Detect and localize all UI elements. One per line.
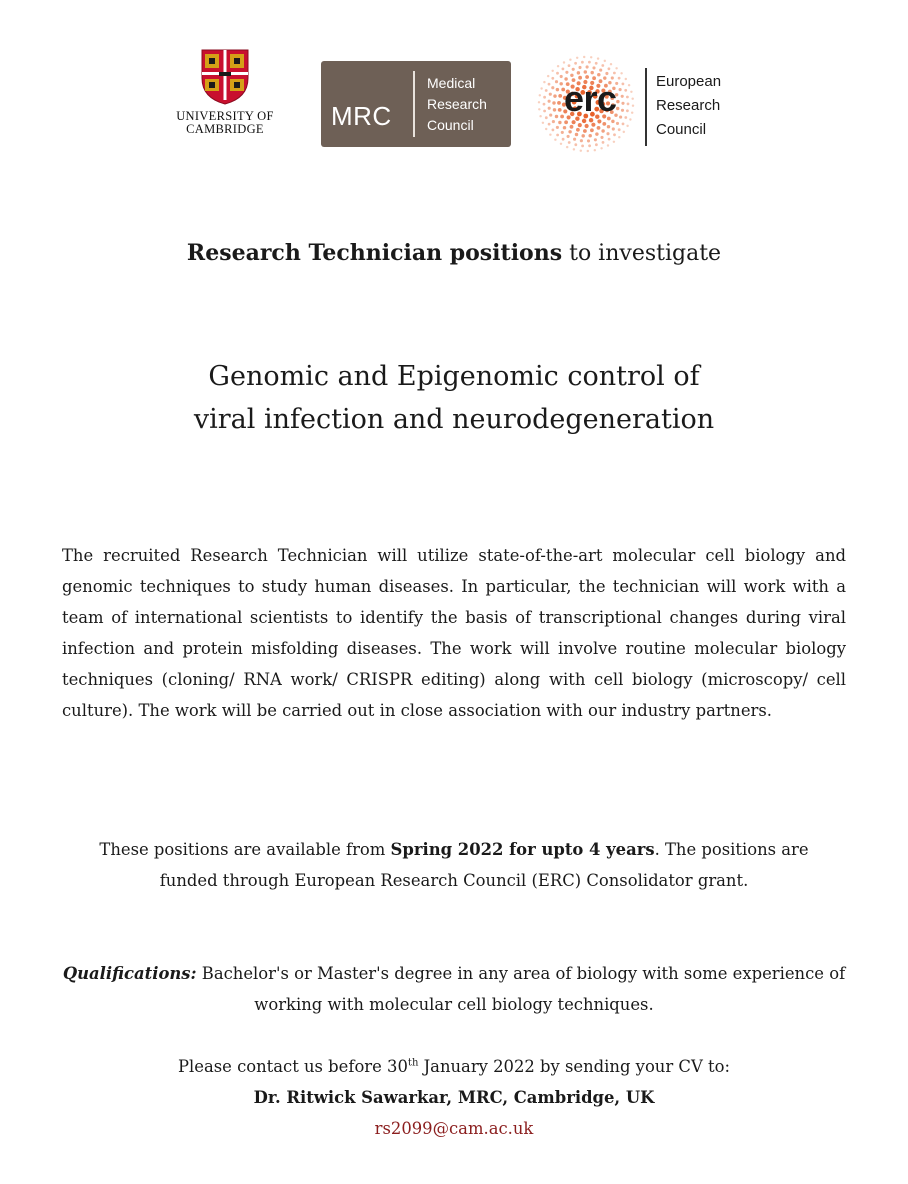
erc-dot (595, 62, 598, 65)
erc-dot (577, 71, 580, 74)
erc-dot (629, 118, 631, 120)
title-line2: viral infection and neurodegeneration (193, 404, 715, 435)
erc-dot (595, 132, 598, 135)
erc-dot (600, 147, 602, 149)
erc-dot (557, 101, 561, 105)
erc-dot (590, 71, 593, 74)
contact-email-link[interactable]: rs2099@cam.ac.uk (374, 1119, 534, 1138)
erc-dot (552, 101, 555, 104)
erc-dot (581, 145, 584, 148)
erc-dot (540, 87, 542, 89)
erc-dot (549, 133, 551, 135)
erc-dot (547, 75, 549, 77)
erc-dot (539, 115, 541, 117)
erc-dot (581, 134, 584, 137)
erc-dot (626, 96, 629, 99)
erc-dot (626, 109, 629, 112)
erc-dot (613, 141, 615, 143)
cambridge-line1: UNIVERSITY OF (176, 109, 274, 123)
erc-dot (608, 67, 611, 70)
erc-dot (621, 95, 624, 98)
erc-dot (564, 120, 568, 124)
availability-paragraph (74, 834, 834, 896)
erc-dot (567, 135, 570, 138)
availability-prefix: These positions are available from (99, 840, 391, 859)
erc-dot (611, 120, 614, 123)
erc-dot (542, 122, 544, 124)
qualifications-text: Bachelor's or Master's degree in any area of biology with some experience of working with molecular cell biology techniques. (196, 964, 846, 1014)
erc-dot (588, 134, 591, 137)
contact-prefix: Please contact us before 30 (178, 1057, 408, 1076)
erc-dot (573, 148, 575, 150)
cambridge-logo (170, 48, 280, 136)
erc-dot (543, 110, 546, 113)
erc-name-line: Council (656, 121, 707, 138)
cambridge-line2: CAMBRIDGE (186, 122, 264, 136)
erc-dot (602, 122, 606, 126)
erc-dot (618, 77, 621, 80)
mrc-name-line: Medical (427, 75, 476, 91)
erc-dot (625, 78, 627, 80)
erc-dot (585, 124, 589, 128)
headline-bold: Research Technician positions (186, 240, 563, 266)
erc-dot (570, 125, 574, 129)
erc-dot (602, 141, 605, 144)
erc-dot (626, 125, 628, 127)
erc-dot (563, 126, 566, 129)
erc-dot (587, 150, 589, 152)
erc-dot (560, 143, 562, 145)
erc-dot (573, 138, 576, 141)
erc-dot (612, 127, 615, 130)
erc-dot (619, 116, 622, 119)
erc-dot (568, 130, 571, 133)
erc-dot (562, 138, 565, 141)
erc-dot (615, 67, 617, 69)
erc-dot (553, 108, 556, 111)
erc-dot (580, 149, 582, 151)
qualifications-paragraph (60, 958, 848, 1020)
erc-name-line: Research (656, 97, 721, 114)
erc-dot (574, 62, 577, 65)
contact-section (0, 1051, 908, 1144)
erc-dot (559, 82, 562, 85)
erc-dot (556, 88, 559, 91)
erc-dot (607, 144, 609, 146)
erc-dot (576, 57, 578, 59)
erc-dot (545, 89, 548, 92)
erc-dot (561, 131, 564, 134)
erc-dot (619, 88, 622, 91)
erc-dot (588, 61, 591, 64)
erc-dot (556, 126, 559, 129)
erc-dot (552, 120, 555, 123)
erc-dot (563, 61, 565, 63)
erc-dot (597, 126, 601, 130)
headline (0, 240, 908, 266)
erc-dot (607, 125, 610, 128)
erc-dot (565, 71, 568, 74)
erc-dot (620, 72, 622, 74)
erc-dot (584, 70, 587, 73)
erc-dot (553, 94, 556, 97)
erc-dot (578, 66, 581, 69)
erc-dot (622, 83, 625, 86)
erc-dot (580, 139, 583, 142)
page-title (0, 355, 908, 441)
erc-dot (623, 131, 625, 133)
erc-dot (604, 60, 606, 62)
erc-dot (568, 141, 571, 144)
erc-dot (576, 128, 580, 132)
erc-dot (568, 64, 571, 67)
erc-dot (557, 65, 559, 67)
erc-dot (601, 64, 604, 67)
erc-dot (613, 133, 616, 136)
erc-dot (632, 104, 634, 106)
erc-dot (549, 114, 552, 117)
erc-dot (575, 133, 578, 136)
erc-dot (599, 69, 602, 72)
contact-name: Dr. Ritwick Sawarkar, MRC, Cambridge, UK (253, 1088, 655, 1107)
erc-dot (613, 72, 616, 75)
erc-dot (539, 94, 541, 96)
erc-dot (630, 91, 632, 93)
erc-dot (601, 129, 604, 132)
erc-dot (594, 149, 596, 151)
erc-dot (610, 63, 612, 65)
erc-dot (543, 103, 546, 106)
erc-fullname (656, 70, 721, 142)
title-line1: Genomic and Epigenomic control of (208, 361, 700, 392)
mrc-logo (321, 61, 511, 147)
headline-rest: to investigate (562, 241, 722, 266)
erc-dot (606, 132, 609, 135)
erc-dot (597, 57, 599, 59)
erc-dot (590, 56, 592, 58)
erc-dot (551, 70, 553, 72)
erc-dot (545, 116, 548, 119)
erc-dot (548, 83, 551, 86)
mrc-name-line: Research (427, 96, 487, 112)
erc-dot (624, 116, 627, 119)
mrc-divider (413, 71, 415, 137)
erc-dot (551, 86, 554, 89)
erc-dot (558, 108, 562, 112)
erc-dot (569, 58, 571, 60)
availability-suffix: . The positions are funded through European Research Council (ERC) Consolidator grant. (159, 840, 809, 890)
availability-duration: Spring 2022 for upto 4 years (390, 840, 655, 859)
erc-dot (551, 77, 554, 80)
erc-dot (592, 66, 595, 69)
erc-dot (556, 72, 559, 75)
erc-dot (548, 107, 551, 110)
erc-dot (583, 129, 587, 133)
contact-instruction (0, 1051, 908, 1082)
erc-abbreviation: erc (564, 78, 617, 119)
erc-dot (616, 122, 619, 125)
erc-logo (534, 54, 744, 154)
erc-dot (555, 80, 558, 83)
erc-dot (628, 84, 630, 86)
erc-dot (621, 102, 624, 105)
erc-dot (556, 134, 559, 137)
erc-dot (631, 111, 633, 113)
erc-dot (538, 101, 540, 103)
erc-dot (570, 74, 573, 77)
erc-divider (645, 68, 647, 146)
erc-dot (631, 97, 633, 99)
erc-dot (545, 128, 547, 130)
erc-dot (560, 75, 563, 78)
contact-date-suffix: th (407, 1057, 419, 1069)
erc-dot (627, 103, 630, 106)
erc-dot (608, 138, 611, 141)
erc-name-line: European (656, 73, 722, 90)
erc-dot (572, 120, 576, 124)
erc-dot (558, 94, 562, 98)
erc-dot (618, 128, 621, 131)
erc-dot (555, 115, 558, 118)
erc-dot (548, 123, 551, 126)
erc-dot (586, 65, 589, 68)
erc-dot (595, 143, 598, 146)
erc-dot (597, 73, 600, 76)
erc-dot (552, 129, 555, 132)
erc-dot (590, 128, 594, 132)
erc-dot (554, 138, 556, 140)
erc-dot (566, 146, 568, 148)
erc-dot (549, 93, 552, 96)
mrc-name-line: Council (427, 117, 474, 133)
erc-dot (583, 56, 585, 58)
erc-dot (574, 143, 577, 146)
erc-dot (581, 61, 584, 64)
mrc-fullname (427, 73, 487, 136)
description-paragraph: The recruited Research Technician will utilize state-of-the-art molecular cell biology and genomic techniques to study human diseases. In particular, the technician will work with a team of international scientists to identify the basis of transcriptional changes during viral infection and protein misfolding diseases. The work will involve routine molecular biology techniques (cloning/ RNA work/ CRISPR editing) along with cell biology (microscopy/ cell culture). The work will be carried out in close association with our industry partners. (62, 546, 846, 720)
logo-header (0, 0, 908, 170)
erc-dot (558, 121, 561, 124)
contact-suffix: January 2022 by sending your CV to: (418, 1057, 730, 1076)
erc-dot (622, 123, 625, 126)
erc-dot (538, 108, 540, 110)
erc-dot (572, 68, 575, 71)
erc-dot (588, 144, 591, 147)
erc-dot (621, 109, 624, 112)
erc-dot (594, 138, 597, 141)
erc-dot (618, 136, 620, 138)
cambridge-shield-icon (200, 48, 250, 106)
erc-dot (600, 136, 603, 139)
qualifications-label: Qualifications: (62, 964, 197, 983)
erc-dot (578, 123, 582, 127)
erc-dot (587, 139, 590, 142)
erc-dot (624, 89, 627, 92)
erc-dot (543, 96, 546, 99)
erc-dot (562, 68, 565, 71)
erc-dot (605, 72, 608, 75)
mrc-abbreviation: MRC (331, 101, 392, 131)
erc-dot (616, 100, 619, 103)
erc-dot (543, 81, 545, 83)
erc-dot (548, 100, 551, 103)
erc-dot (591, 123, 595, 127)
